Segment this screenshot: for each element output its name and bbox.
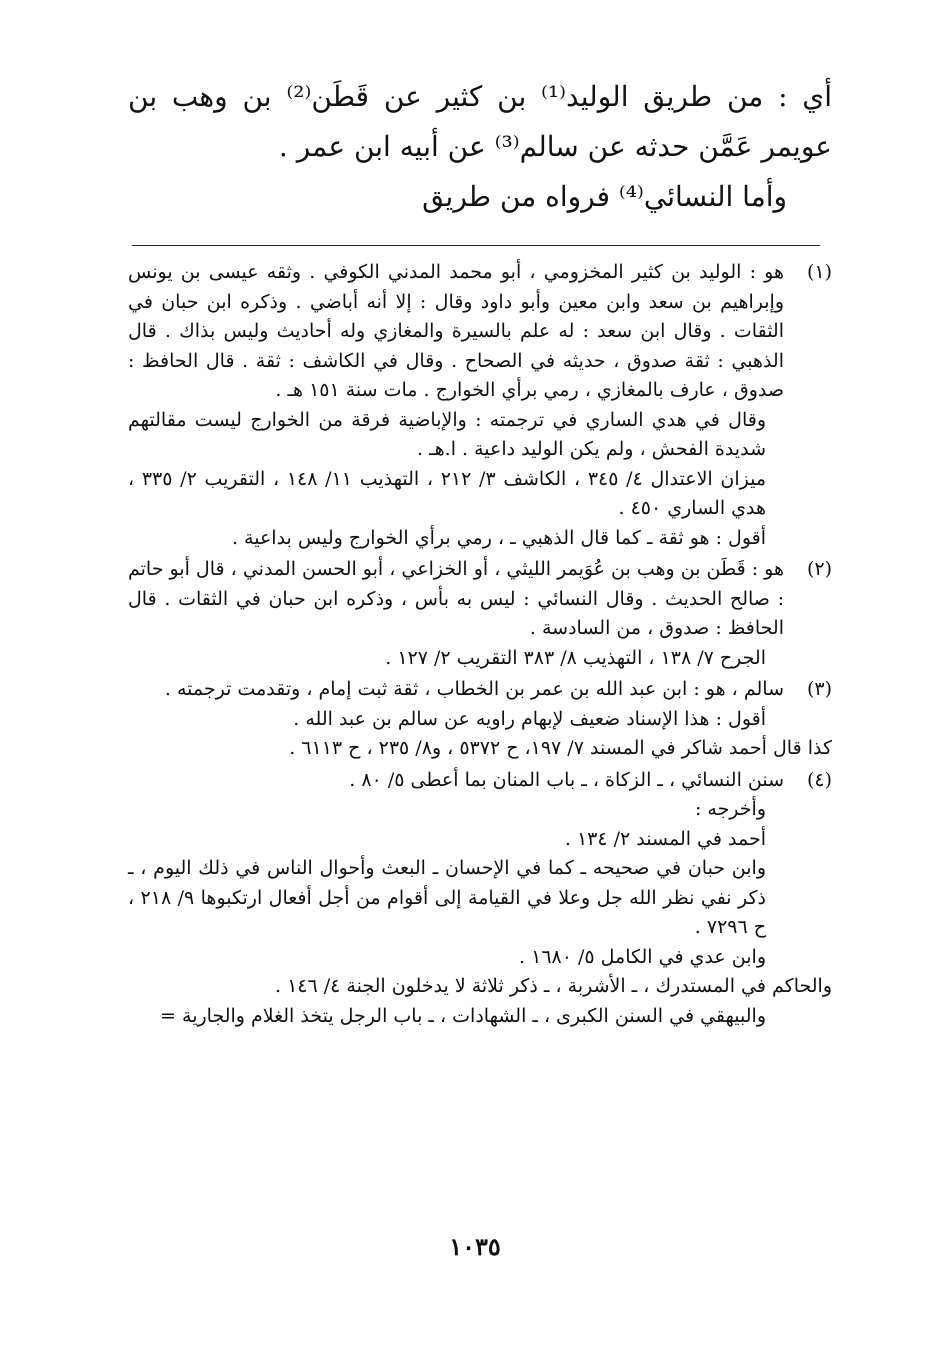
footnote-body [128,258,784,553]
footnote-divider [132,245,820,246]
footnotes [128,258,832,1033]
footnote-paragraph: سنن النسائي ، ـ الزكاة ، ـ باب المنان بما أعطى ٥/ ٨٠ . [349,768,784,791]
footnote-body [128,555,784,673]
footnote-number: (١) [806,261,832,283]
page-number: ١٠٣٥ [449,1232,501,1261]
footnote-paragraph: هو : الوليد بن كثير المخزومي ، أبو محمد المدني الكوفي . وثقه عيسى بن يونس وإبراهيم بن سعد وابن معين وأبو داود وقال : إلا أنه أباضي . وذكره ابن حبان في الثقات . وقال ابن سعد : له علم بالسيرة والمغازي وله أحاديث وليس بذاك . قال الذهبي : ثقة صدوق ، حديثه في الصحاح . وقال في الكاشف : ثقة . قال الحافظ : صدوق ، عارف بالمغازي ، رمي برأي الخوارج . مات سنة ١٥١ هـ . [128,261,784,401]
footnote-paragraph: أقول : هذا الإسناد ضعيف لإبهام راويه عن سالم بن عبد الله . [293,707,766,730]
footnote-number: (٣) [806,678,832,700]
footnote-paragraph: هو : قَطَن بن وهب بن عُوَيمر الليثي ، أو الخزاعي ، أبو الحسن المدني ، قال أبو حاتم : صالح الحديث . وقال النسائي : ليس به بأس ، وذكره ابن حبان في الثقات . قال الحافظ : صدوق ، من السادسة . [128,558,784,639]
footnote-number: (٤) [806,768,832,791]
footnote-paragraph: أقول : هو ثقة ـ كما قال الذهبي ـ ، رمي برأي الخوارج وليس بداعية . [231,526,766,549]
footnote-paragraph: سالم ، هو : ابن عبد الله بن عمر بن الخطاب ، ثقة ثبت إمام ، وتقدمت ترجمته . [164,678,784,700]
main-text [128,72,832,222]
footnote-paragraph: الجرح ٧/ ١٣٨ ، التهذيب ٨/ ٣٨٣ التقريب ٢/ ١٢٧ . [385,646,766,669]
footnote-4 [128,766,832,1032]
footnote-paragraph: والبيهقي في السنن الكبرى ، ـ الشهادات ، ـ باب الرجل يتخذ الغلام والجارية = [160,1004,766,1027]
footnote-number: (٢) [806,558,832,580]
footnote-3 [128,675,832,764]
footnote-paragraph: وقال في هدي الساري في ترجمته : والإباضية فرقة من الخوارج ليست مقالتهم شديدة الفحش ، ولم يكن الوليد داعية . ا.هـ . [128,408,766,460]
footnote-body [128,766,832,1032]
footnote-1 [128,258,832,553]
footnote-paragraph: والحاكم في المستدرك ، ـ الأشربة ، ـ ذكر ثلاثة لا يدخلون الجنة ٤/ ١٤٦ . [275,975,832,997]
footnote-2 [128,555,832,673]
footnote-paragraph: وأخرجه : [694,798,766,820]
footnote-paragraph: ميزان الاعتدال ٤/ ٣٤٥ ، الكاشف ٣/ ٢١٢ ، التهذيب ١١/ ١٤٨ ، التقريب ٢/ ٣٣٥ ، هدي الساري ٤٥٠ . [128,467,767,519]
footnote-paragraph: وابن حبان في صحيحه ـ كما في الإحسان ـ البعث وأحوال الناس في ذلك اليوم ، ـ ذكر نفي نظر الله جل وعلا في القيامة إلى أقوام من أجل أفعال ارتكبوها ٩/ ٢١٨ ، ح ٧٢٩٦ . [128,857,766,938]
footnote-paragraph: كذا قال أحمد شاكر في المسند ٧/ ١٩٧، ح ٥٣٧٢ ، و٨/ ٢٣٥ ، ح ٦١١٣ . [289,737,832,759]
footnote-paragraph: وابن عدي في الكامل ٥/ ١٦٨٠ . [519,945,766,968]
main-paragraph: وأما النسائي⁽⁴⁾ فرواه من طريق [422,180,787,213]
main-paragraph: أي : من طريق الوليد⁽¹⁾ بن كثير عن قَطَن⁽²⁾ بن وهب بن عويمر عَمَّن حدثه عن سالم⁽³⁾ عن أبيه ابن عمر . [128,80,832,163]
footnote-paragraph: أحمد في المسند ٢/ ١٣٤ . [564,827,766,850]
footnote-body [128,675,832,764]
